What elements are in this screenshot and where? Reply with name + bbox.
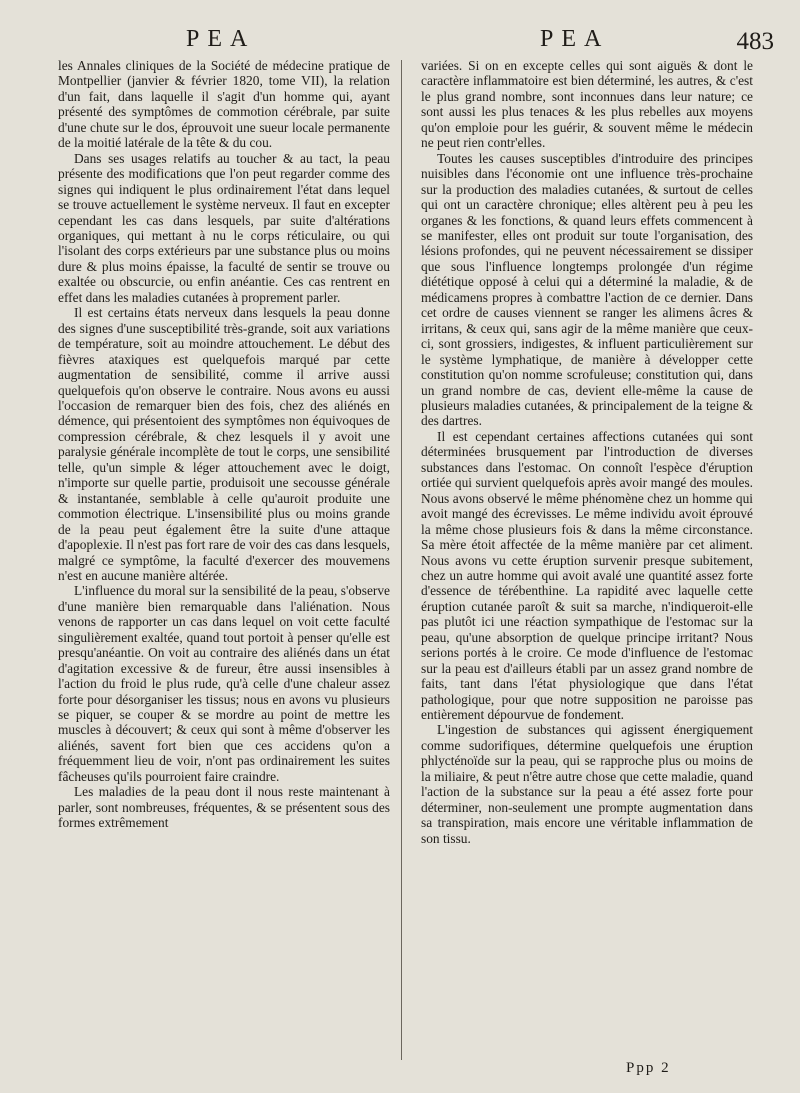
paragraph: Dans ses usages relatifs au toucher & au tact, la peau présente des modifications que l'on peut regarder comme des signes qui indiquent le plus ordinairement l'état dans lequel se trouve actuellement le système nerveux. Il faut en excepter cependant les cas dans lesquels, par suite d'altérations organiques, qui mettant à nu le corps réticulaire, ou qui l'isolant des corps extérieurs par une substance plus ou moins dure & plus moins épaisse, la faculté de sentir se trouve ou exaltée ou obscurcie, ou enfin anéantie. Ces cas rentrent en effet dans les maladies cutanées à proprement parler.: [58, 150, 390, 305]
paragraph: Toutes les causes susceptibles d'introduire des principes nuisibles dans l'économie ont une influence très-prochaine sur la production des maladies cutanées, & surtout de celles qui ont un caractère chronique; elles altèrent peu à peu les organes & les fonctions, & quand leurs effets commencent à se manifester, elles ont produit sur toute l'organisation, des lésions profondes, qui ne peuvent nécessairement se dissiper que sous l'influence longtemps prolongée d'un régime diététique opposé à celui qui a déterminé la maladie, & de médicamens propres à combattre l'action de ce dernier. Dans cet ordre de causes viennent se ranger les alimens âcres & irritans, & ceux qui, sans agir de la même manière que ceux-ci, sont grossiers, indigestes, & influent particulièrement sur le système lymphatique, de manière à développer cette constitution qu'on nomme scrofuleuse; constitution qui, dans un grand nombre de cas, devient elle-même la cause de plusieurs maladies cutanées, & principalement de la teigne & des dartres.: [421, 150, 753, 429]
paragraph: variées. Si on en excepte celles qui sont aiguës & dont le caractère inflammatoire est bien déterminé, les autres, & c'est le plus grand nombre, sont inconnues dans leur nature; ce sont aussi les plus tenaces & les plus rebelles aux moyens qu'on emploie pour les guérir, & souvent même le médecin ne peut rien contr'elles.: [421, 58, 753, 151]
paragraph: les Annales cliniques de la Société de médecine pratique de Montpellier (janvier & février 1820, tome VII), la relation d'un fait, dans laquelle il s'agit d'un homme qui, ayant présenté des symptômes de commotion cérébrale, par suite d'une chute sur le dos, éprouvoit une sueur locale permanente de la moitié latérale de la tête & du cou.: [58, 58, 390, 151]
right-headword: PEA: [540, 26, 610, 52]
paragraph: Les maladies de la peau dont il nous reste maintenant à parler, sont nombreuses, fréquentes, & se présentent sous des formes extrêmement: [58, 784, 390, 831]
paragraph: Il est certains états nerveux dans lesquels la peau donne des signes d'une susceptibilité très-grande, soit aux variations de température, soit au moindre attouchement. Le début des fièvres ataxiques est quelquefois marqué par cette augmentation de sensibilité, comme il arrive aussi quelquefois qu'on observe le contraire. Nous avons eu aussi l'occasion de remarquer bien des fois, chez des aliénés en démence, qui présentoient des symptômes non équivoques de compression cérébrale, & chez lesquels il y avoit une paralysie générale incomplète de tout le corps, une sensibilité telle, qu'un simple & léger attouchement avec le doigt, n'importe sur quelle partie, produisoit une secousse générale & instantanée, semblable à celle qu'auroit produite une commotion électrique. L'insensibilité plus ou moins grande de la peau peut également être la suite d'une attaque d'apoplexie. Il n'est pas fort rare de voir des cas dans lesquels, malgré ce symptôme, la faculté d'exercer des mouvemens n'est en aucune manière altérée.: [58, 305, 390, 583]
left-headword: PEA: [186, 26, 256, 52]
column-divider: [401, 60, 402, 1060]
paragraph: Il est cependant certaines affections cutanées qui sont déterminées brusquement par l'introduction de diverses substances dans l'estomac. On connoît l'espèce d'éruption ortiée qui survient quelquefois après avoir mangé des moules. Nous avons observé le même phénomène chez un homme qui avoit mangé des écrevisses. Le même individu avoit éprouvé la même chose plusieurs fois & dans la même circonstance. Sa mère étoit affectée de la même manière par cet aliment. Nous avons vu cette éruption survenir presque subitement, chez un autre homme qui avoit avalé une quantité assez forte d'essence de térébenthine. La rapidité avec laquelle cette éruption cutanée paroît & suit sa marche, n'indiqueroit-elle pas plutôt ici une réaction sympathique de l'estomac sur la peau, qu'une absorption de quelque principe irritant? Nous serions portés à le croire. Ce mode d'influence de l'estomac sur la peau est d'ailleurs établi par un assez grand nombre de faits, tant dans l'état physiologique que dans l'état pathologique, pour que notre supposition ne paroisse pas entièrement dépourvue de fondement.: [421, 428, 753, 723]
page-number: 483: [736, 28, 774, 55]
paragraph: L'influence du moral sur la sensibilité de la peau, s'observe d'une manière bien remarquable dans l'aliénation. Nous venons de rapporter un cas dans lequel on voit cette faculté singulièrement exaltée, quand tout portoit à penser qu'elle est presqu'anéantie. On voit au contraire des aliénés dans un état d'agitation excessive & de fureur, être aussi insensibles à l'action du froid le plus rude, qu'à celle d'une chaleur assez forte pour désorganiser les tissus; nous en avons vu plusieurs se piquer, se couper & se mordre au point de mettre les muscles à découvert; & ceux qui sont à même d'observer les aliénés, savent fort bien que ces accidens qu'on a fréquemment lieu de voir, n'ont pas ordinairement les suites fâcheuses qu'ils pourroient faire craindre.: [58, 583, 390, 784]
left-column: [58, 58, 390, 831]
right-column: [421, 58, 753, 846]
paragraph: L'ingestion de substances qui agissent énergiquement comme sudorifiques, détermine quelquefois une éruption phlycténoïde sur la peau, qui se rapproche plus ou moins de la miliaire, & peut n'être autre chose que cette maladie, quand l'action de la substance sur la peau a été assez forte pour déterminer, non-seulement une prompte augmentation dans sa transpiration, mais encore une véritable inflammation de son tissu.: [421, 722, 753, 846]
signature-mark: Ppp 2: [626, 1060, 671, 1076]
running-header: [0, 26, 800, 56]
